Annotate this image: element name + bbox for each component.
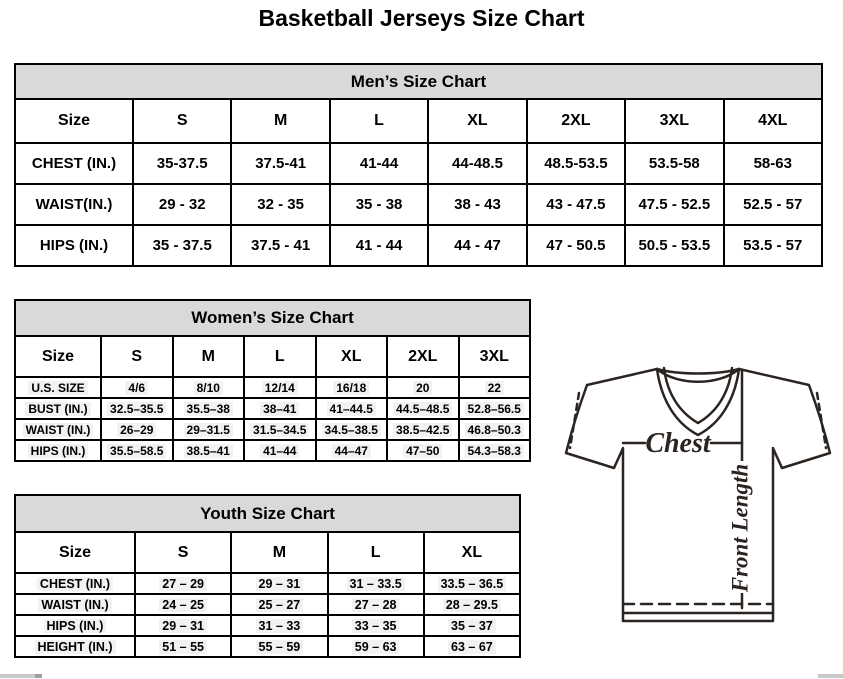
- row-label: U.S. SIZE: [28, 381, 87, 395]
- cell-value: 31 – 33: [256, 619, 304, 633]
- row-label: CHEST (IN.): [31, 155, 117, 172]
- row-label: HIPS (IN.): [44, 619, 107, 633]
- womens-column-header: 3XL: [459, 336, 531, 377]
- cell-value: 24 – 25: [159, 598, 207, 612]
- youth-column-header: L: [328, 532, 424, 573]
- cell-value: 31.5–34.5: [250, 423, 309, 437]
- row-label: HEIGHT (IN.): [35, 640, 116, 654]
- cell-value: 50.5 - 53.5: [638, 237, 711, 254]
- cell-value: 35 - 38: [355, 196, 403, 213]
- cell-value: 47–50: [403, 444, 442, 458]
- cell-value: 41 - 44: [355, 237, 403, 254]
- cell-value: 29 - 32: [158, 196, 206, 213]
- cell-value: 29 – 31: [159, 619, 207, 633]
- youth-table-row: [15, 636, 520, 657]
- cell-value: 53.5-58: [648, 155, 700, 172]
- row-label: WAIST(IN.): [35, 196, 113, 213]
- cell-value: 26–29: [117, 423, 156, 437]
- mens-column-header: 2XL: [527, 99, 625, 143]
- mens-table-row: [15, 225, 822, 266]
- womens-chart-title: Women’s Size Chart: [15, 300, 530, 336]
- cell-value: 27 – 29: [159, 577, 207, 591]
- mens-column-header: 3XL: [625, 99, 723, 143]
- cell-value: 25 – 27: [256, 598, 304, 612]
- page-title: Basketball Jerseys Size Chart: [258, 5, 585, 31]
- womens-column-header: S: [101, 336, 173, 377]
- cell-value: 41–44: [260, 444, 299, 458]
- cell-value: 44-48.5: [452, 155, 503, 172]
- cell-value: 35 – 37: [448, 619, 496, 633]
- cell-value: 35-37.5: [156, 155, 208, 172]
- front-length-label: Front Length: [727, 463, 753, 593]
- cell-value: 28 – 29.5: [443, 598, 501, 612]
- cell-value: 52.8–56.5: [465, 402, 524, 416]
- womens-column-header: Size: [15, 336, 101, 377]
- womens-table-row: [15, 398, 530, 419]
- cell-value: 44.5–48.5: [393, 402, 452, 416]
- mens-column-header: S: [133, 99, 231, 143]
- womens-table-row: [15, 440, 530, 461]
- youth-column-header: XL: [424, 532, 520, 573]
- youth-size-table: [14, 494, 521, 658]
- cell-value: 27 – 28: [352, 598, 400, 612]
- row-label: CHEST (IN.): [37, 577, 113, 591]
- cell-value: 38–41: [260, 402, 299, 416]
- cell-value: 12/14: [262, 381, 298, 395]
- row-label: WAIST (IN.): [23, 423, 94, 437]
- cell-value: 63 – 67: [448, 640, 496, 654]
- cell-value: 35 - 37.5: [152, 237, 212, 254]
- cell-value: 41–44.5: [327, 402, 376, 416]
- cell-value: 33.5 – 36.5: [438, 577, 507, 591]
- youth-chart-title: Youth Size Chart: [15, 495, 520, 532]
- cell-value: 38.5–42.5: [393, 423, 452, 437]
- cell-value: 29 – 31: [256, 577, 304, 591]
- cell-value: 47.5 - 52.5: [638, 196, 711, 213]
- row-label: BUST (IN.): [25, 402, 90, 416]
- cell-value: 44–47: [332, 444, 371, 458]
- youth-table-row: [15, 615, 520, 636]
- mens-column-header: Size: [15, 99, 133, 143]
- cell-value: 22: [485, 381, 504, 395]
- cell-value: 48.5-53.5: [544, 155, 608, 172]
- mens-size-table: [14, 63, 823, 267]
- womens-column-header: L: [244, 336, 316, 377]
- cell-value: 37.5 - 41: [251, 237, 311, 254]
- youth-column-header: Size: [15, 532, 135, 573]
- mens-column-header: XL: [428, 99, 526, 143]
- jersey-outline-icon: [557, 355, 839, 647]
- cell-value: 29–31.5: [184, 423, 233, 437]
- cell-value: 51 – 55: [159, 640, 207, 654]
- cell-value: 32 - 35: [257, 196, 304, 213]
- cell-value: 52.5 - 57: [743, 196, 803, 213]
- youth-column-header: S: [135, 532, 231, 573]
- cell-value: 35.5–58.5: [107, 444, 166, 458]
- cell-value: 33 – 35: [352, 619, 400, 633]
- row-label: HIPS (IN.): [28, 444, 89, 458]
- chest-label: Chest: [645, 428, 711, 459]
- womens-table-row: [15, 377, 530, 398]
- cell-value: 53.5 - 57: [743, 237, 803, 254]
- row-label: WAIST (IN.): [38, 598, 111, 612]
- cell-value: 47 - 50.5: [546, 237, 606, 254]
- horizontal-scrollbar-fragment-right[interactable]: [818, 674, 843, 678]
- scrollbar-thumb[interactable]: [35, 674, 42, 678]
- cell-value: 59 – 63: [352, 640, 400, 654]
- cell-value: 43 - 47.5: [546, 196, 606, 213]
- mens-table-row: [15, 184, 822, 225]
- row-label: HIPS (IN.): [39, 237, 109, 254]
- cell-value: 31 – 33.5: [347, 577, 405, 591]
- cell-value: 4/6: [125, 381, 148, 395]
- womens-table-row: [15, 419, 530, 440]
- cell-value: 38.5–41: [184, 444, 233, 458]
- mens-column-header: L: [330, 99, 428, 143]
- cell-value: 34.5–38.5: [322, 423, 381, 437]
- cell-value: 8/10: [194, 381, 223, 395]
- cell-value: 46.8–50.3: [465, 423, 524, 437]
- youth-table-row: [15, 594, 520, 615]
- horizontal-scrollbar-fragment-left[interactable]: [0, 674, 42, 678]
- cell-value: 35.5–38: [184, 402, 233, 416]
- mens-chart-title: Men’s Size Chart: [15, 64, 822, 99]
- mens-column-header: M: [231, 99, 329, 143]
- cell-value: 58-63: [753, 155, 792, 172]
- cell-value: 32.5–35.5: [107, 402, 166, 416]
- cell-value: 16/18: [333, 381, 369, 395]
- womens-column-header: 2XL: [387, 336, 459, 377]
- cell-value: 44 - 47: [454, 237, 501, 254]
- womens-column-header: XL: [316, 336, 388, 377]
- womens-column-header: M: [173, 336, 245, 377]
- cell-value: 38 - 43: [454, 196, 501, 213]
- womens-size-table: [14, 299, 531, 462]
- youth-column-header: M: [231, 532, 327, 573]
- mens-column-header: 4XL: [724, 99, 822, 143]
- youth-table-row: [15, 573, 520, 594]
- cell-value: 55 – 59: [256, 640, 304, 654]
- mens-table-row: [15, 143, 822, 184]
- cell-value: 37.5-41: [255, 155, 307, 172]
- cell-value: 54.3–58.3: [465, 444, 524, 458]
- cell-value: 20: [413, 381, 432, 395]
- jersey-measurement-diagram: [557, 355, 839, 647]
- cell-value: 41-44: [359, 155, 399, 172]
